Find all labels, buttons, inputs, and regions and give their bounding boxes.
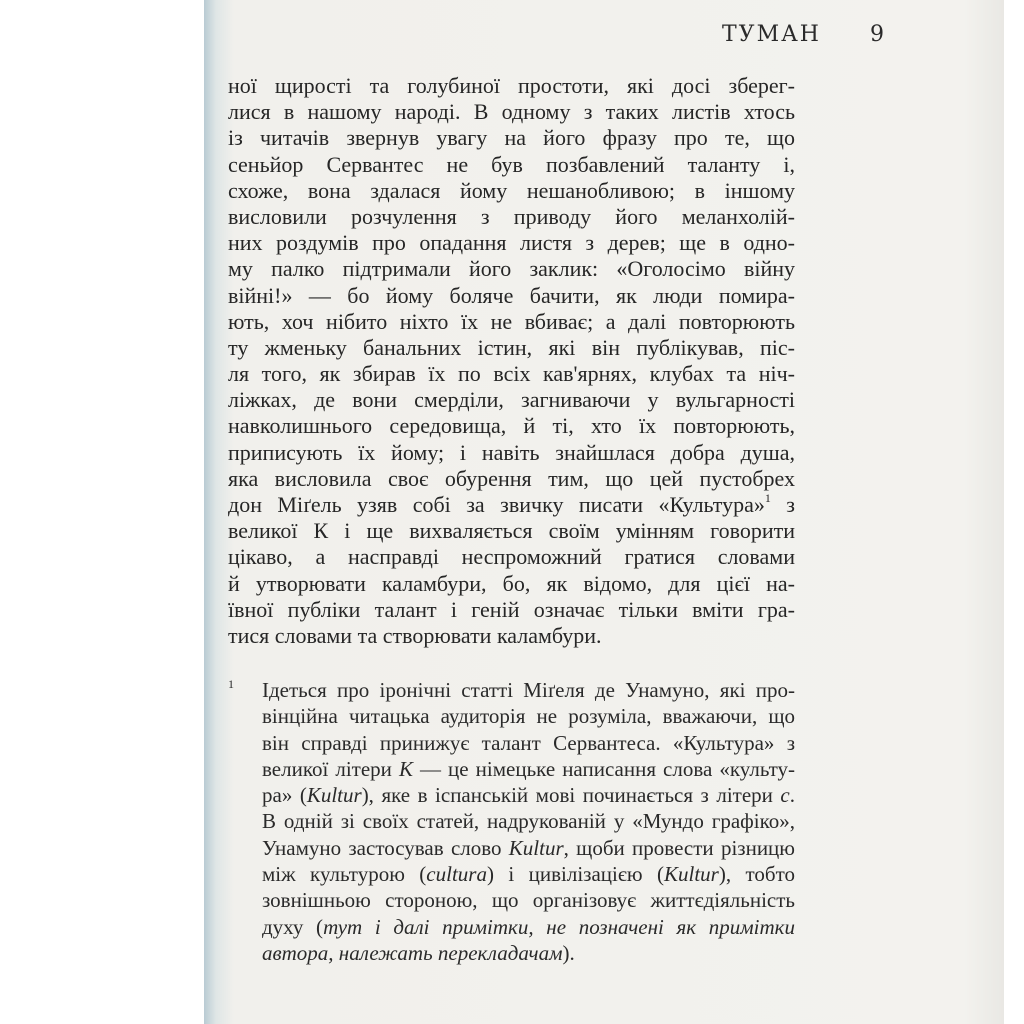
- text-line: великої К і ще вихваляється своїм умінням говорити: [228, 518, 795, 544]
- italic-segment: К: [398, 756, 413, 781]
- italic-segment: cultura: [426, 862, 487, 887]
- italic-segment: Kultur: [306, 783, 362, 808]
- italic-segment: тут і далі примітки, не позначені як примітки: [323, 914, 796, 939]
- text-line: із читачів звернув увагу на його фразу про те, що: [228, 125, 795, 151]
- text-segment: великої літери: [262, 756, 399, 781]
- footnote-line: [262, 940, 795, 966]
- footnote-line: [262, 861, 795, 887]
- text-segment: .: [789, 783, 795, 808]
- text-line: [228, 492, 795, 518]
- footnote: [228, 677, 795, 966]
- text-segment: — це німецьке написання слова «культу-: [412, 756, 795, 781]
- footnote-marker: 1: [228, 677, 234, 691]
- footnote-line: [262, 835, 795, 861]
- text-line: й утворювати каламбури, бо, як відомо, для цієї на-: [228, 570, 795, 596]
- footnote-line: [262, 914, 795, 940]
- text-line: ївної публіки талант і геній означає тільки вміти гра-: [228, 596, 795, 622]
- page-number: 9: [870, 22, 884, 47]
- text-line: ної щирості та голубиної простоти, які досі зберег-: [228, 73, 795, 98]
- text-segment: ).: [562, 940, 575, 965]
- text-line: приписують їх йому; і навіть знайшлася добра душа,: [228, 439, 795, 465]
- text-segment: він справді принижує талант Сервантеса. «Культура» з: [262, 730, 795, 755]
- text-line: навколишнього середовища, й ті, хто їх повторюють,: [228, 413, 795, 439]
- text-line: схоже, вона здалася йому нешанобливою; в іншому: [228, 177, 795, 203]
- text-segment: ), яке в іспанській мові починається з літери: [361, 783, 781, 808]
- text-line: ля того, як збирав їх по всіх кав'ярнях, клубах та ніч-: [228, 361, 795, 387]
- text-segment: , щоби провести різницю: [563, 835, 795, 860]
- footnote-line: [262, 677, 795, 703]
- text-line: лися в нашому народі. В одному з таких листів хтось: [228, 99, 795, 125]
- text-segment: дон Міґель узяв собі за звичку писати «Культура»: [228, 492, 765, 517]
- text-line: сеньйор Сервантес не був позбавлений таланту і,: [228, 151, 795, 177]
- text-segment: В одній зі своїх статей, надрукованій у «Мундо графіко»,: [262, 809, 795, 834]
- italic-segment: c: [780, 783, 790, 808]
- text-line: ють, хоч нібито ніхто їх не вбиває; а далі повторюють: [228, 308, 795, 334]
- footnote-line: [262, 887, 795, 913]
- text-segment: з: [770, 492, 795, 517]
- text-segment: ), тобто: [718, 862, 795, 887]
- footnote-line: [262, 782, 795, 808]
- italic-segment: Kultur: [508, 835, 564, 860]
- footnote-line: [262, 756, 795, 782]
- text-segment: зовнішньою стороною, що організовує життєдіяльність: [262, 888, 795, 913]
- text-line: них роздумів про опадання листя з дерев; ще в одно-: [228, 230, 795, 256]
- footnote-line: [262, 703, 795, 729]
- text-line: яка висловила своє обурення тим, що цей пустобрех: [228, 465, 795, 491]
- text-line: ліжках, де вони смерділи, загниваючи у вульгарності: [228, 387, 795, 413]
- text-line: цікаво, а насправді неспроможний гратися словами: [228, 544, 795, 570]
- text-segment: ) і цивілізацією (: [486, 862, 664, 887]
- running-head-title: ТУМАН: [722, 22, 821, 47]
- text-line: війні!» — бо йому боляче бачити, як люди помира-: [228, 282, 795, 308]
- footnote-line: [262, 730, 795, 756]
- italic-segment: Kultur: [663, 862, 719, 887]
- text-line: ту жменьку банальних істин, які він публікував, піс-: [228, 334, 795, 360]
- text-line: висловили розчулення з приводу його меланхолій-: [228, 203, 795, 229]
- text-segment: між культурою (: [262, 862, 427, 887]
- text-segment: духу (: [262, 914, 324, 939]
- text-segment: Ідеться про іронічні статті Міґеля де Унамуно, які про-: [262, 678, 795, 702]
- footnote-reference[interactable]: 1: [764, 491, 771, 505]
- main-text: [228, 73, 795, 649]
- book-page: [204, 0, 1004, 1024]
- text-segment: Унамуно застосував слово: [262, 835, 509, 860]
- text-line: тися словами та створювати каламбури.: [228, 622, 602, 648]
- text-segment: вінційна читацька аудиторія не розуміла, вважаючи, що: [262, 704, 795, 729]
- italic-segment: автора, належать перекладачам: [262, 940, 563, 965]
- footnote-line: [262, 808, 795, 834]
- text-segment: ра» (: [262, 783, 307, 808]
- text-line: му палко підтримали його заклик: «Оголосімо війну: [228, 256, 795, 282]
